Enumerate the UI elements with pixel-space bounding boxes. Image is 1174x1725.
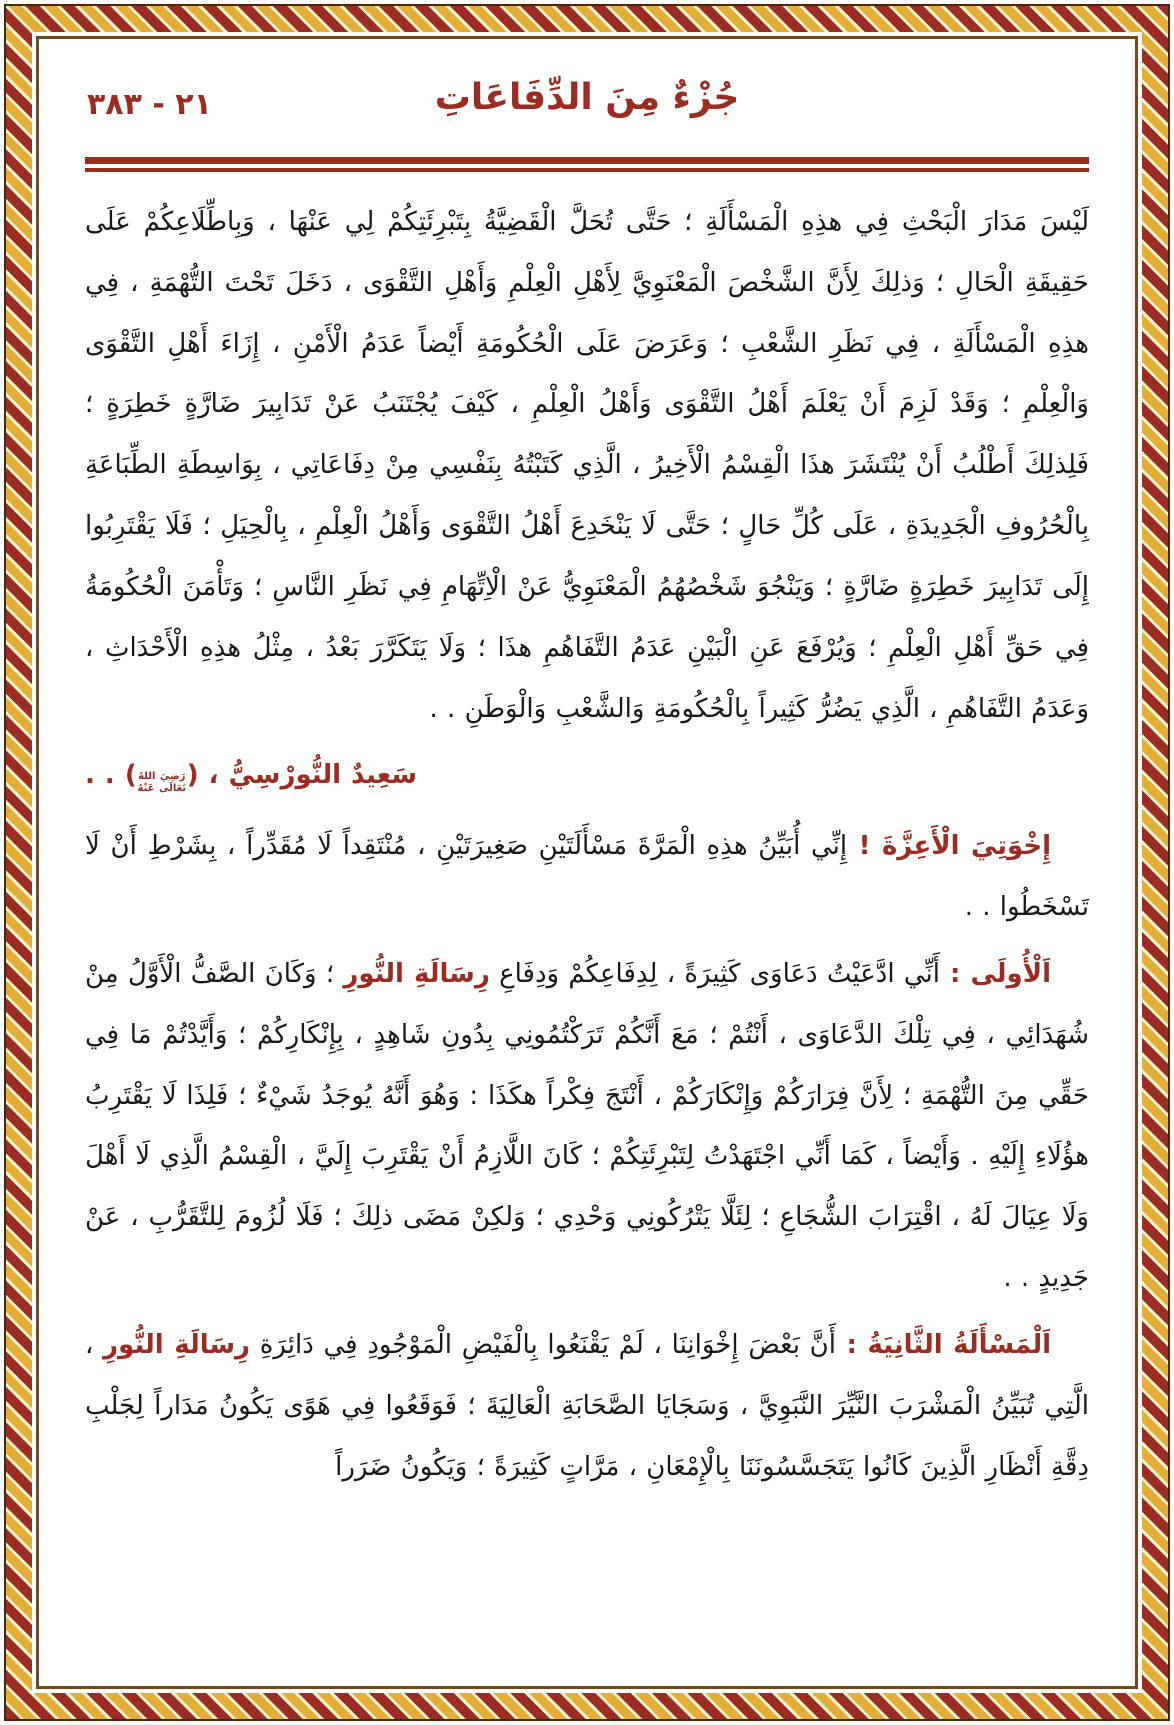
text-run-black: إِنِّي أُبَيِّنُ هذِهِ الْمَرَّةَ مَسْأَلَتَيْنِ صَغِيرَتَيْنِ ، مُنْتَقِداً لَا مُقَدِّراً ، بِشَرْطِ أَنْ لَا تَسْخَطُوا . . [85, 831, 1089, 923]
text-run-red: اَلْأُولَى : [939, 958, 1051, 989]
text-run-black: ؛ وَكَانَ الصَّفُّ الْأَوَّلُ مِنْ شُهَدَائِي ، فِي تِلْكَ الدَّعَاوَى ، أَنْتُمْ ؛ مَعَ أَنَّكُمْ تَرَكْتُمُونِي بِدُونِ شَاهِدٍ ، بِإِنْكَارِكُمْ ؛ وَأَيَّدْتُمْ مَا فِي حَقِّي مِنَ التُّهْمَةِ ؛ لِأَنَّ فِرَارَكُمْ وَإِنْكَارَكُمْ ، أَنْتَجَ فِكْراً هكَذَا : وَهُوَ أَنَّهُ يُوجَدُ شَيْءٌ ؛ فَلِذَا لَا يَقْتَرِبُ هؤُلَاءِ إِلَيْهِ . وَأَيْضاً ، كَمَا أَنِّي اجْتَهَدْتُ لِتَبْرِئَتِكُمْ ؛ كَانَ اللَّازِمُ أَنْ يَقْتَرِبَ إِلَيَّ ، الْقِسْمُ الَّذِي لَا أَهْلَ وَلَا عِيَالَ لَهُ ، اقْتِرَابَ الشُّجَاعِ ؛ لِئَلَّا يَتْرُكُونِي وَحْدِي ؛ وَلكِنْ مَضَى ذلِكَ ؛ فَلَا لُزُومَ لِلتَّقَرُّبِ ، عَنْ جَدِيدٍ . . [85, 958, 1089, 1294]
page-content [41, 41, 1133, 1684]
page-title: جُزْءٌ مِنَ الدِّفَاعَاتِ [434, 77, 740, 118]
paragraph [85, 192, 1089, 739]
text-run-red: رِسَالَةِ النُّورِ [343, 958, 490, 989]
text-run-red: رِسَالَةِ النُّورِ [103, 1329, 251, 1360]
honorific-seal: رَضِيَ اللهُ تَعَالَى عَنْهُ [137, 770, 186, 795]
page-header [85, 75, 1089, 147]
text-run-black: أَنَّ بَعْضَ إِخْوَانِنَا ، لَمْ يَقْنَعُوا بِالْفَيْضِ الْمَوْجُودِ فِي دَائِرَةِ [250, 1329, 837, 1360]
text-run-red: ) . . [85, 760, 137, 791]
text-run-black: ، الَّتِي تُبَيِّنُ الْمَشْرَبَ النَّيِّرَ النَّبَوِيَّ ، وَسَجَايَا الصَّحَابَةِ الْعَالِيَةَ ؛ فَوَقَعُوا فِي هَوًى يَكُونُ مَدَاراً لِجَلْبِ دِقَّةِ أَنْظَارِ الَّذِينَ كَانُوا يَتَجَسَّسُونَنَا بِالْإِمْعَانِ ، مَرَّاتٍ كَثِيرَةً ؛ وَيَكُونُ ضَرَراً [85, 1329, 1089, 1482]
paragraph [85, 1315, 1089, 1497]
text-run-red: اَلْمَسْأَلَةُ الثَّانِيَةُ : [836, 1329, 1052, 1360]
page-number: ٢١ - ٣٨٣ [87, 87, 212, 122]
text-run-black: أَنِّي ادَّعَيْتُ دَعَاوَى كَثِيرَةً ، لِدِفَاعِكُمْ وَدِفَاعِ [489, 958, 940, 989]
title-divider [85, 157, 1089, 172]
paragraph [85, 944, 1089, 1309]
body-text [85, 192, 1089, 1497]
paragraph [85, 816, 1089, 938]
text-run-red: إِخْوَتِيَ الْأَعِزَّةَ ! [847, 831, 1051, 862]
signature [85, 745, 1089, 806]
text-run-red: سَعِيدٌ النُّورْسِيُّ ، ( [186, 760, 417, 791]
text-run-black: لَيْسَ مَدَارَ الْبَحْثِ فِي هذِهِ الْمَسْأَلَةِ ؛ حَتَّى تُحَلَّ الْقَضِيَّةُ بِتَبْرِئَتِكُمْ لِي عَنْهَا ، وَبِاطِّلَاعِكُمْ عَلَى حَقِيقَةِ الْحَالِ ؛ وَذلِكَ لِأَنَّ الشَّخْصَ الْمَعْنَوِيَّ لِأَهْلِ الْعِلْمِ وَأَهْلِ التَّقْوَى ، دَخَلَ تَحْتَ التُّهْمَةِ ، فِي هذِهِ الْمَسْأَلَةِ ، فِي نَظَرِ الشَّعْبِ ؛ وَعَرَضَ عَلَى الْحُكُومَةِ أَيْضاً عَدَمُ الْأَمْنِ ، إِزَاءَ أَهْلِ التَّقْوَى وَالْعِلْمِ ؛ وَقَدْ لَزِمَ أَنْ يَعْلَمَ أَهْلُ التَّقْوَى وَأَهْلُ الْعِلْمِ ، كَيْفَ يُجْتَنَبُ عَنْ تَدَابِيرَ ضَارَّةٍ خَطِرَةٍ ؛ فَلِذلِكَ أَطْلُبُ أَنْ يُنْتَشَرَ هذَا الْقِسْمُ الْأَخِيرُ ، الَّذِي كَتَبْتُهُ بِنَفْسِي مِنْ دِفَاعَاتِي ، بِوَاسِطَةِ الطِّبَاعَةِ بِالْحُرُوفِ الْجَدِيدَةِ ، عَلَى كُلِّ حَالٍ ؛ حَتَّى لَا يَنْخَدِعَ أَهْلُ التَّقْوَى وَأَهْلُ الْعِلْمِ ، بِالْحِيَلِ ؛ فَلَا يَقْتَرِبُوا إِلَى تَدَابِيرَ خَطِرَةٍ ضَارَّةٍ ؛ وَيَنْجُوَ شَخْصُهُمُ الْمَعْنَوِيُّ عَنْ الْاِتِّهَامِ فِي نَظَرِ النَّاسِ ؛ وَتَأْمَنَ الْحُكُومَةُ فِي حَقِّ أَهْلِ الْعِلْمِ ؛ وَيُرْفَعَ عَنِ الْبَيْنِ عَدَمُ التَّفَاهُمِ هذَا ؛ وَلَا يَتَكَرَّرَ بَعْدُ ، مِثْلُ هذِهِ الْأَحْدَاثِ ، وَعَدَمُ التَّفَاهُمِ ، الَّذِي يَضُرُّ كَثِيراً بِالْحُكُومَةِ وَالشَّعْبِ وَالْوَطَنِ . . [85, 207, 1089, 724]
